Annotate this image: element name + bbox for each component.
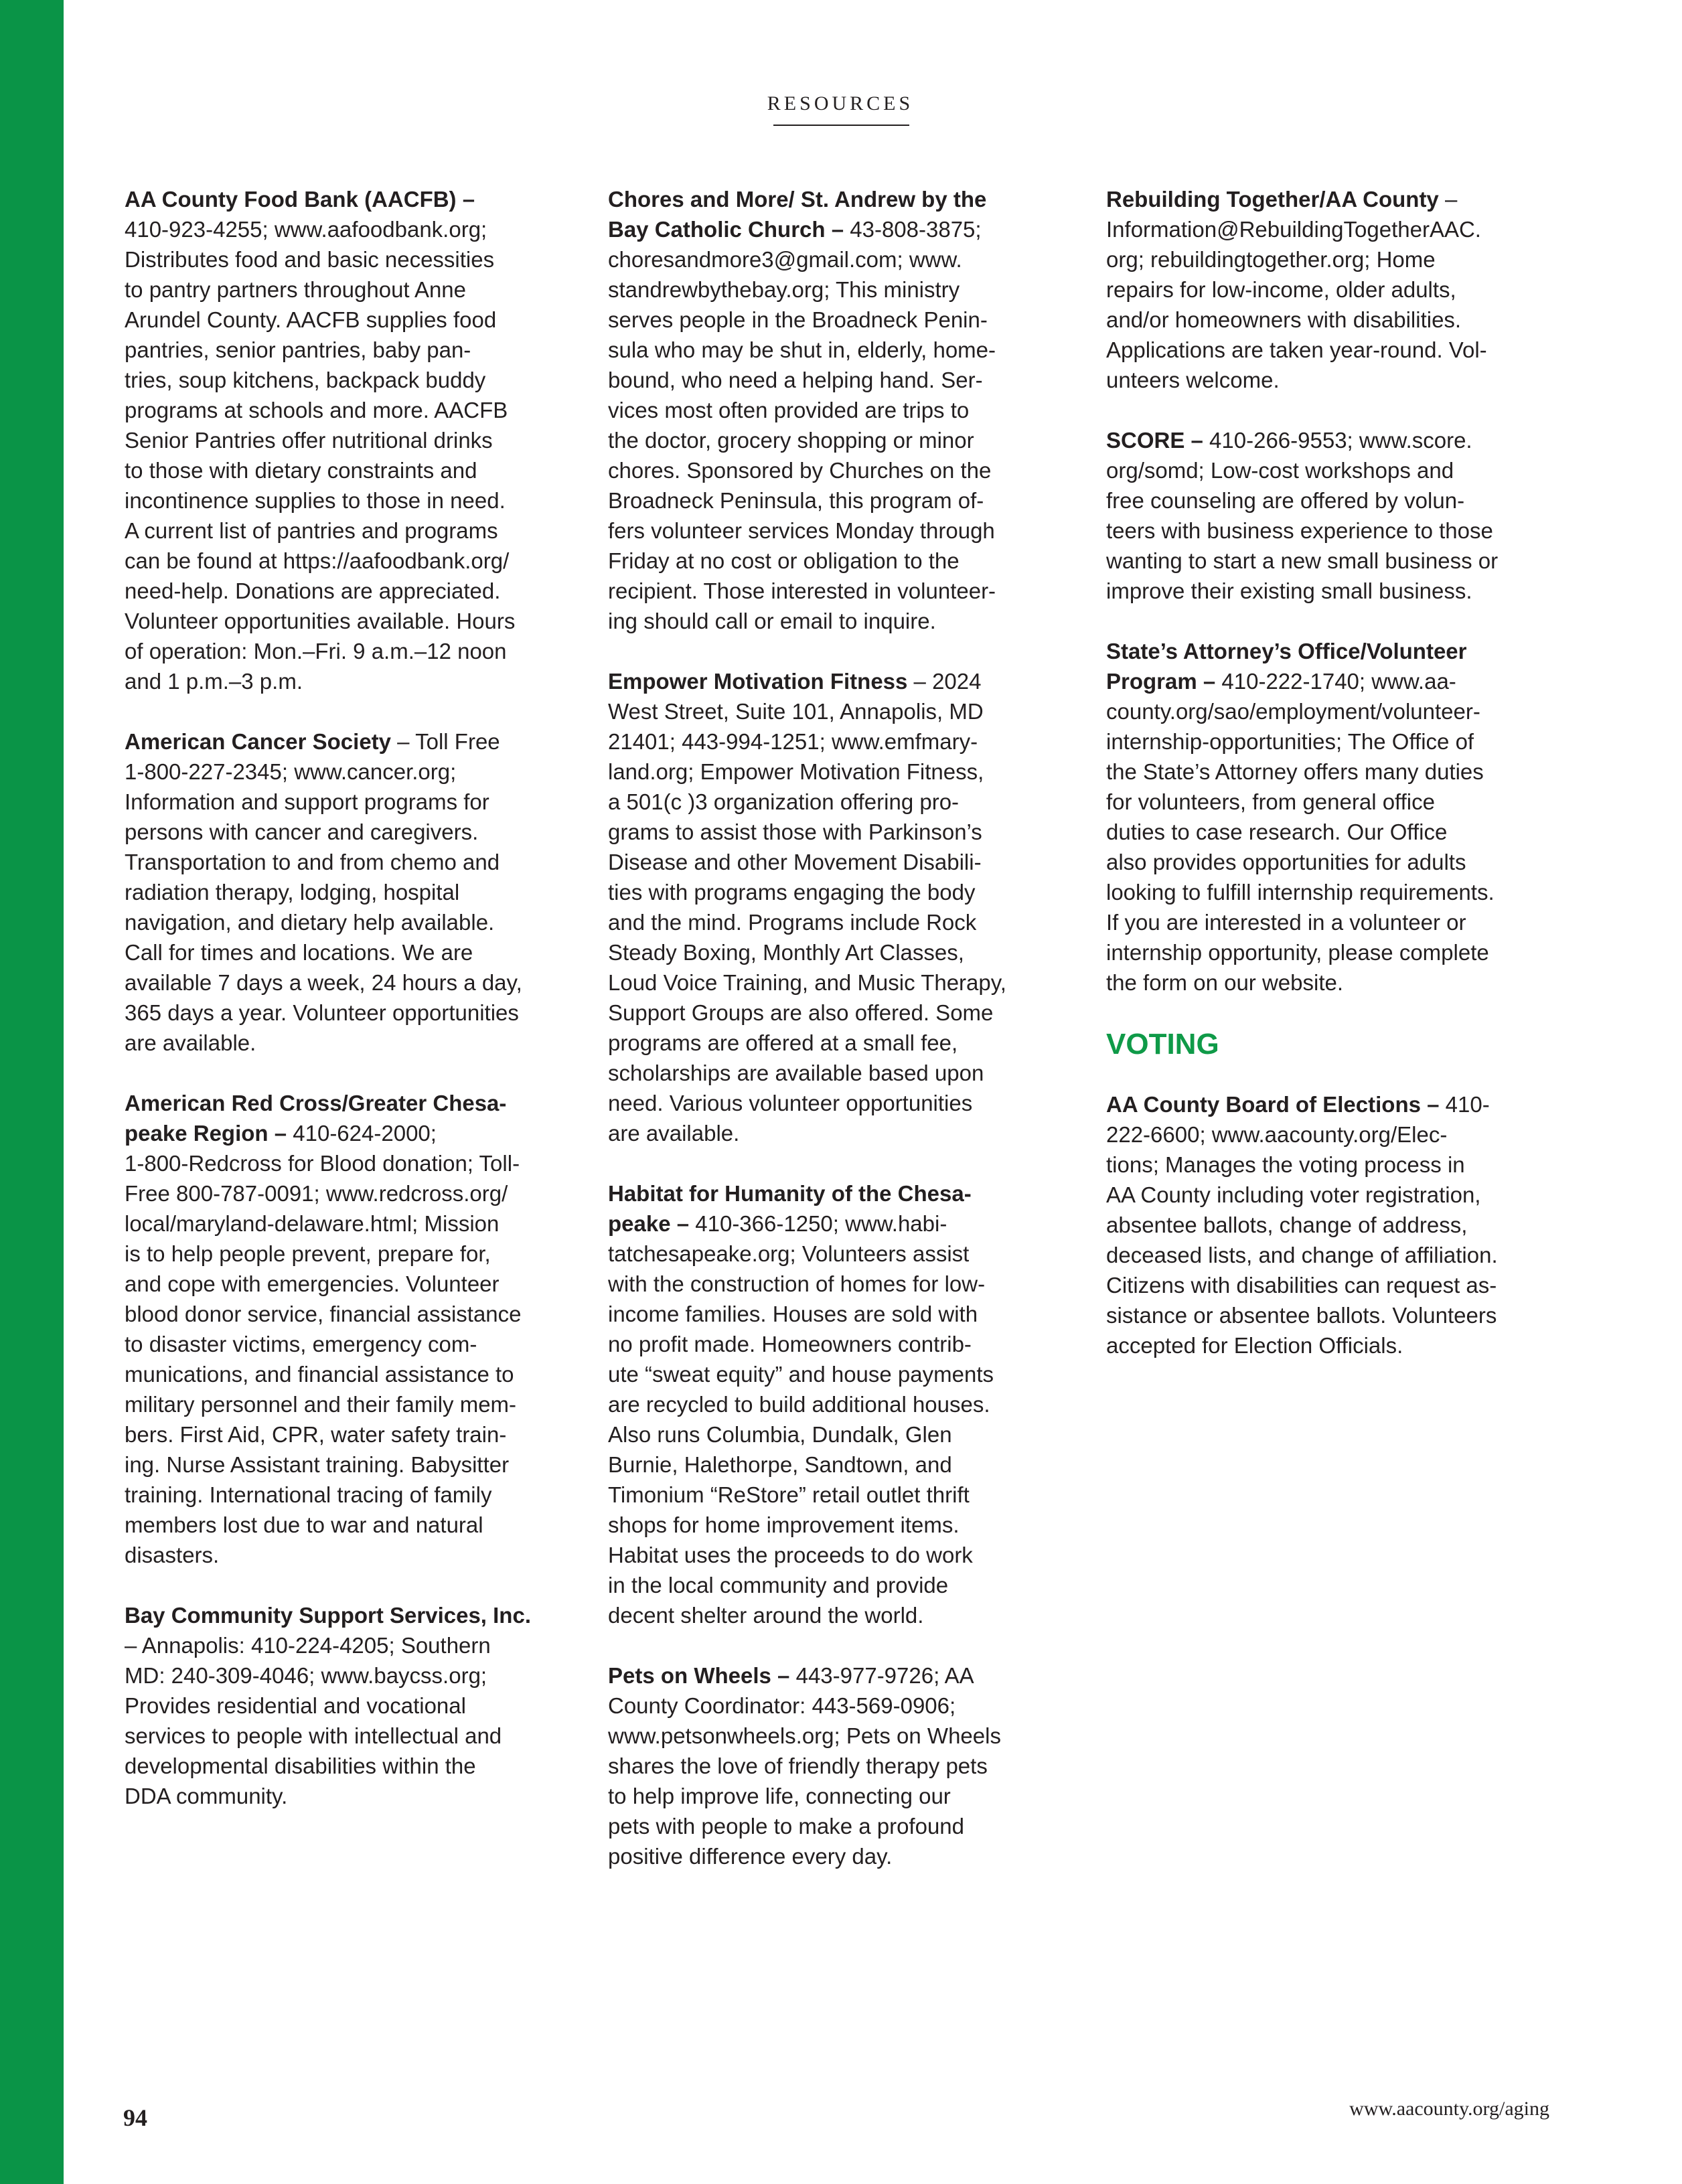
entry-line: county.org/sao/employment/volunteer- bbox=[1106, 699, 1480, 724]
entry-title-rest: – Toll Free bbox=[391, 729, 500, 754]
entry-board-of-elections bbox=[1106, 1089, 1575, 1360]
entry-line: shares the love of friendly therapy pets bbox=[608, 1753, 988, 1778]
section-heading-voting: VOTING bbox=[1106, 1028, 1219, 1061]
entry-line: looking to fulfill internship requirements. bbox=[1106, 880, 1495, 905]
entry-line: decent shelter around the world. bbox=[608, 1603, 924, 1628]
entry-line: choresandmore3@gmail.com; www. bbox=[608, 247, 962, 272]
entry-line: Senior Pantries offer nutritional drinks bbox=[125, 428, 493, 453]
entry-line: org; rebuildingtogether.org; Home bbox=[1106, 247, 1436, 272]
entry-line: Habitat uses the proceeds to do work bbox=[608, 1543, 973, 1567]
entry-habitat-for-humanity bbox=[608, 1178, 1077, 1630]
entry-line: are available. bbox=[608, 1121, 740, 1146]
entry-title: American Cancer Society bbox=[125, 729, 392, 754]
entry-line: and/or homeowners with disabilities. bbox=[1106, 307, 1462, 332]
entry-line: of operation: Mon.–Fri. 9 a.m.–12 noon bbox=[125, 639, 507, 664]
entry-line: programs are offered at a small fee, bbox=[608, 1030, 958, 1055]
entry-line: 1-800-227-2345; www.cancer.org; bbox=[125, 759, 457, 784]
entry-line: incontinence supplies to those in need. bbox=[125, 488, 506, 513]
entry-line: the State’s Attorney offers many duties bbox=[1106, 759, 1484, 784]
entry-line: org/somd; Low-cost workshops and bbox=[1106, 458, 1454, 483]
entry-line: Citizens with disabilities can request as- bbox=[1106, 1273, 1497, 1298]
column-3 bbox=[1106, 184, 1575, 1391]
entry-title: Empower Motivation Fitness bbox=[608, 669, 908, 694]
entry-line: DDA community. bbox=[125, 1784, 288, 1808]
running-head-rule bbox=[773, 125, 909, 126]
entry-line: 410-923-4255; www.aafoodbank.org; bbox=[125, 217, 487, 242]
entry-line: sistance or absentee ballots. Volunteers bbox=[1106, 1303, 1497, 1328]
entry-title: Chores and More/ St. Andrew by the bbox=[608, 187, 987, 212]
entry-title: Rebuilding Together/AA County bbox=[1106, 187, 1439, 212]
entry-states-attorneys-office bbox=[1106, 636, 1575, 998]
entry-line: military personnel and their family mem- bbox=[125, 1392, 517, 1417]
entry-line: Friday at no cost or obligation to the bbox=[608, 548, 960, 573]
entry-title-line bbox=[608, 1660, 1077, 1691]
entry-score bbox=[1106, 425, 1575, 606]
entry-line: positive difference every day. bbox=[608, 1844, 893, 1869]
entry-line: training. International tracing of family bbox=[125, 1482, 492, 1507]
entry-line: are recycled to build additional houses. bbox=[608, 1392, 990, 1417]
entry-bay-community-support-services bbox=[125, 1600, 593, 1811]
entry-line: bound, who need a helping hand. Ser- bbox=[608, 368, 983, 392]
running-head-title: RESOURCES bbox=[767, 92, 914, 114]
entry-line: recipient. Those interested in volunteer- bbox=[608, 578, 996, 603]
entry-line: 222-6600; www.aacounty.org/Elec- bbox=[1106, 1122, 1448, 1147]
entry-line: unteers welcome. bbox=[1106, 368, 1280, 392]
entry-title-line bbox=[1106, 666, 1575, 696]
entry-line: with the construction of homes for low- bbox=[608, 1271, 986, 1296]
entry-line: Volunteer opportunities available. Hours bbox=[125, 609, 516, 633]
entry-line: A current list of pantries and programs bbox=[125, 518, 498, 543]
entry-line: 1-800-Redcross for Blood donation; Toll- bbox=[125, 1151, 520, 1176]
entry-line: scholarships are available based upon bbox=[608, 1061, 984, 1085]
entry-line: disasters. bbox=[125, 1543, 220, 1567]
entry-title: AA County Food Bank (AACFB) – bbox=[125, 187, 475, 212]
entry-line: accepted for Election Officials. bbox=[1106, 1333, 1403, 1358]
entry-line: need. Various volunteer opportunities bbox=[608, 1091, 973, 1115]
entry-title-rest: 410-624-2000; bbox=[287, 1121, 437, 1146]
entry-title: SCORE – bbox=[1106, 428, 1203, 453]
entry-line: West Street, Suite 101, Annapolis, MD bbox=[608, 699, 984, 724]
entry-line: is to help people prevent, prepare for, bbox=[125, 1241, 491, 1266]
entry-line: persons with cancer and caregivers. bbox=[125, 820, 479, 844]
entry-line: radiation therapy, lodging, hospital bbox=[125, 880, 460, 905]
entry-line: Loud Voice Training, and Music Therapy, bbox=[608, 970, 1006, 995]
entry-title-rest: 410-366-1250; www.habi- bbox=[689, 1211, 947, 1236]
entry-line: internship-opportunities; The Office of bbox=[1106, 729, 1474, 754]
entry-line: ing should call or email to inquire. bbox=[608, 609, 936, 633]
entry-line: ing. Nurse Assistant training. Babysitter bbox=[125, 1452, 510, 1477]
entry-line: Distributes food and basic necessities bbox=[125, 247, 495, 272]
entry-line: duties to case research. Our Office bbox=[1106, 820, 1448, 844]
entry-line: developmental disabilities within the bbox=[125, 1753, 476, 1778]
entry-line: Support Groups are also offered. Some bbox=[608, 1000, 994, 1025]
entry-line: Transportation to and from chemo and bbox=[125, 850, 500, 874]
column-2 bbox=[608, 184, 1077, 1901]
entry-line: to disaster victims, emergency com- bbox=[125, 1332, 477, 1356]
entry-line: to help improve life, connecting our bbox=[608, 1784, 951, 1808]
entry-line: internship opportunity, please complete bbox=[1106, 940, 1489, 965]
entry-line: need-help. Donations are appreciated. bbox=[125, 578, 501, 603]
entry-line: MD: 240-309-4046; www.baycss.org; bbox=[125, 1663, 487, 1688]
entry-line: Information@RebuildingTogetherAAC. bbox=[1106, 217, 1481, 242]
entry-line: income families. Houses are sold with bbox=[608, 1302, 978, 1326]
entry-line: a 501(c )3 organization offering pro- bbox=[608, 789, 960, 814]
entry-line: blood donor service, financial assistance bbox=[125, 1302, 522, 1326]
entry-title-cont: Program – bbox=[1106, 669, 1216, 694]
entry-line: AA County including voter registration, bbox=[1106, 1182, 1481, 1207]
entry-line: and 1 p.m.–3 p.m. bbox=[125, 669, 303, 694]
column-1 bbox=[125, 184, 593, 1841]
entry-line: www.petsonwheels.org; Pets on Wheels bbox=[608, 1723, 1001, 1748]
entry-line: programs at schools and more. AACFB bbox=[125, 398, 508, 422]
entry-rebuilding-together bbox=[1106, 184, 1575, 395]
entry-line: chores. Sponsored by Churches on the bbox=[608, 458, 992, 483]
entry-line: grams to assist those with Parkinson’s bbox=[608, 820, 982, 844]
entry-title: Pets on Wheels – bbox=[608, 1663, 790, 1688]
entry-title-line bbox=[1106, 184, 1575, 214]
footer-url: www.aacounty.org/aging bbox=[1349, 2098, 1549, 2120]
entry-title-rest: 43-808-3875; bbox=[844, 217, 982, 242]
entry-line: to pantry partners throughout Anne bbox=[125, 277, 467, 302]
entry-line: Information and support programs for bbox=[125, 789, 489, 814]
entry-american-red-cross bbox=[125, 1088, 593, 1570]
entry-line: sula who may be shut in, elderly, home- bbox=[608, 337, 996, 362]
entry-title-rest: 410- bbox=[1439, 1092, 1490, 1117]
entry-line: absentee ballots, change of address, bbox=[1106, 1213, 1468, 1237]
entry-line: fers volunteer services Monday through bbox=[608, 518, 995, 543]
entry-line: the doctor, grocery shopping or minor bbox=[608, 428, 974, 453]
entry-line: repairs for low-income, older adults, bbox=[1106, 277, 1456, 302]
entry-line: and cope with emergencies. Volunteer bbox=[125, 1271, 500, 1296]
entry-line: County Coordinator: 443-569-0906; bbox=[608, 1693, 956, 1718]
entry-line: free counseling are offered by volun- bbox=[1106, 488, 1465, 513]
entry-line: Call for times and locations. We are bbox=[125, 940, 473, 965]
entry-line: Disease and other Movement Disabili- bbox=[608, 850, 982, 874]
entry-line: Burnie, Halethorpe, Sandtown, and bbox=[608, 1452, 952, 1477]
entry-line: bers. First Aid, CPR, water safety train- bbox=[125, 1422, 507, 1447]
entry-title: State’s Attorney’s Office/Volunteer bbox=[1106, 639, 1467, 664]
entry-title-rest: 410-222-1740; www.aa- bbox=[1215, 669, 1456, 694]
entry-line: serves people in the Broadneck Penin- bbox=[608, 307, 988, 332]
entry-title: Habitat for Humanity of the Chesa- bbox=[608, 1181, 972, 1206]
entry-line: improve their existing small business. bbox=[1106, 578, 1472, 603]
entry-empower-motivation-fitness bbox=[608, 666, 1077, 1148]
entry-line: pets with people to make a profound bbox=[608, 1814, 965, 1839]
entry-line: Also runs Columbia, Dundalk, Glen bbox=[608, 1422, 952, 1447]
entry-line: Arundel County. AACFB supplies food bbox=[125, 307, 497, 332]
entry-line: are available. bbox=[125, 1030, 256, 1055]
entry-title-rest: 443-977-9726; AA bbox=[789, 1663, 974, 1688]
entry-line: standrewbythebay.org; This ministry bbox=[608, 277, 960, 302]
entry-title: AA County Board of Elections – bbox=[1106, 1092, 1440, 1117]
entry-title-cont: Bay Catholic Church – bbox=[608, 217, 844, 242]
entry-line: Free 800-787-0091; www.redcross.org/ bbox=[125, 1181, 508, 1206]
entry-title-line bbox=[608, 1208, 1077, 1239]
entry-title-line bbox=[125, 1118, 593, 1148]
page-number: 94 bbox=[123, 2104, 147, 2131]
entry-line: in the local community and provide bbox=[608, 1573, 949, 1597]
entry-line: land.org; Empower Motivation Fitness, bbox=[608, 759, 984, 784]
entry-line: 365 days a year. Volunteer opportunities bbox=[125, 1000, 519, 1025]
entry-line: ties with programs engaging the body bbox=[608, 880, 976, 905]
entry-line: pantries, senior pantries, baby pan- bbox=[125, 337, 471, 362]
entry-line: local/maryland-delaware.html; Mission bbox=[125, 1211, 500, 1236]
entry-line: Provides residential and vocational bbox=[125, 1693, 466, 1718]
entry-american-cancer-society bbox=[125, 726, 593, 1058]
entry-line: available 7 days a week, 24 hours a day, bbox=[125, 970, 522, 995]
entry-title-line bbox=[125, 726, 593, 757]
entry-line: Steady Boxing, Monthly Art Classes, bbox=[608, 940, 964, 965]
entry-aa-county-food-bank bbox=[125, 184, 593, 696]
entry-title-rest: – 2024 bbox=[907, 669, 982, 694]
entry-line: tries, soup kitchens, backpack buddy bbox=[125, 368, 486, 392]
entry-title-cont: peake – bbox=[608, 1211, 690, 1236]
entry-chores-and-more bbox=[608, 184, 1077, 636]
entry-line: and the mind. Programs include Rock bbox=[608, 910, 977, 935]
entry-title-rest: 410-266-9553; www.score. bbox=[1203, 428, 1472, 453]
entry-line: Applications are taken year-round. Vol- bbox=[1106, 337, 1487, 362]
entry-line: navigation, and dietary help available. bbox=[125, 910, 495, 935]
entry-title-cont: peake Region – bbox=[125, 1121, 287, 1146]
entry-line: If you are interested in a volunteer or bbox=[1106, 910, 1466, 935]
entry-title-line bbox=[608, 666, 1077, 696]
entry-line: munications, and financial assistance to bbox=[125, 1362, 514, 1387]
entry-line: no profit made. Homeowners contrib- bbox=[608, 1332, 972, 1356]
entry-line: vices most often provided are trips to bbox=[608, 398, 970, 422]
entry-line: ute “sweat equity” and house payments bbox=[608, 1362, 994, 1387]
entry-line: Broadneck Peninsula, this program of- bbox=[608, 488, 984, 513]
entry-line: 21401; 443-994-1251; www.emfmary- bbox=[608, 729, 978, 754]
entry-line: teers with business experience to those bbox=[1106, 518, 1493, 543]
entry-line: wanting to start a new small business or bbox=[1106, 548, 1499, 573]
entry-title-rest: – bbox=[1438, 187, 1458, 212]
entry-pets-on-wheels bbox=[608, 1660, 1077, 1871]
entry-line: for volunteers, from general office bbox=[1106, 789, 1435, 814]
entry-line: can be found at https://aafoodbank.org/ bbox=[125, 548, 510, 573]
entry-line: the form on our website. bbox=[1106, 970, 1344, 995]
entry-title: Bay Community Support Services, Inc. bbox=[125, 1603, 531, 1628]
entry-line: to those with dietary constraints and bbox=[125, 458, 477, 483]
entry-line: – Annapolis: 410-224-4205; Southern bbox=[125, 1633, 491, 1658]
entry-line: Timonium “ReStore” retail outlet thrift bbox=[608, 1482, 970, 1507]
entry-line: shops for home improvement items. bbox=[608, 1512, 960, 1537]
entry-line: services to people with intellectual and bbox=[125, 1723, 502, 1748]
entry-line: tatchesapeake.org; Volunteers assist bbox=[608, 1241, 970, 1266]
entry-line: tions; Manages the voting process in bbox=[1106, 1152, 1465, 1177]
green-side-bar bbox=[0, 0, 64, 2184]
entry-title-line bbox=[608, 214, 1077, 244]
entry-title-line bbox=[1106, 1089, 1575, 1119]
entry-title: American Red Cross/Greater Chesa- bbox=[125, 1091, 507, 1115]
entry-line: members lost due to war and natural bbox=[125, 1512, 483, 1537]
entry-line: deceased lists, and change of affiliation. bbox=[1106, 1243, 1498, 1267]
entry-title-line bbox=[1106, 425, 1575, 455]
entry-line: also provides opportunities for adults bbox=[1106, 850, 1466, 874]
